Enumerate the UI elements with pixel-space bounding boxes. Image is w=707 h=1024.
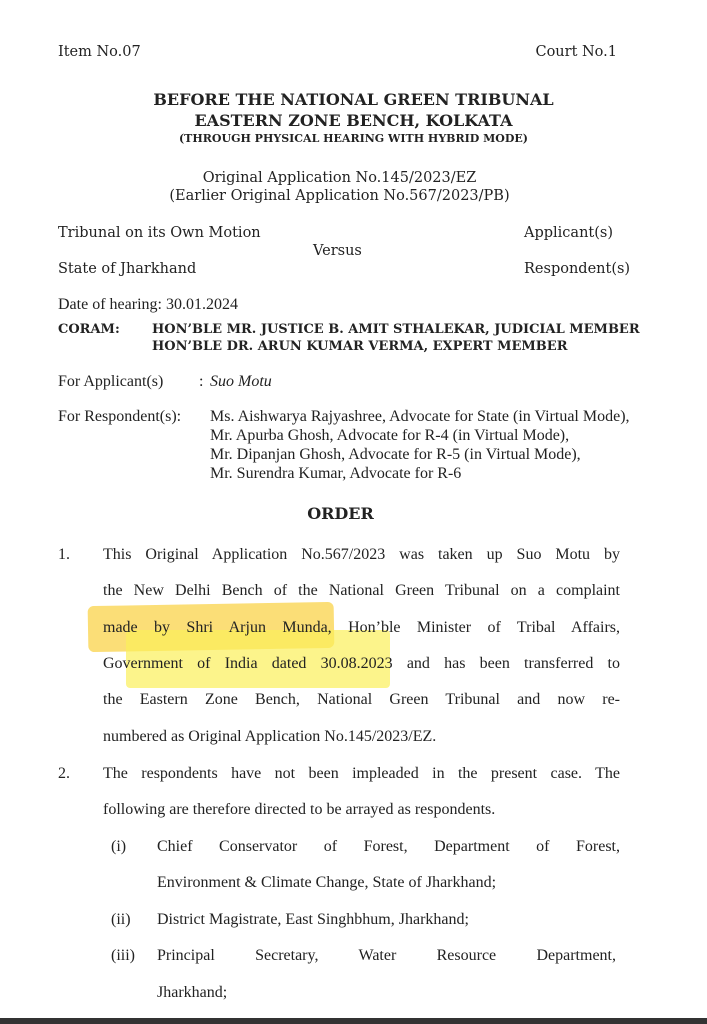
for-respondent-label: For Respondent(s): — [58, 408, 182, 425]
hearing-date: Date of hearing: 30.01.2024 — [58, 296, 238, 313]
for-applicant-value: Suo Motu — [210, 373, 272, 390]
coram-label: CORAM: — [58, 322, 120, 337]
coram-member: HON’BLE MR. JUSTICE B. AMIT STHALEKAR, JUDICIAL MEMBER — [152, 322, 640, 337]
for-applicant-label: For Applicant(s) — [58, 373, 164, 390]
paragraph-line: Government of India dated 30.08.2023 and has been transferred to — [103, 655, 620, 672]
list-number: (ii) — [111, 911, 131, 928]
paragraph-line: made by Shri Arjun Munda, Hon’ble Minister of Tribal Affairs, — [103, 619, 620, 636]
item-number: Item No.07 — [58, 44, 141, 60]
bottom-edge — [0, 1018, 707, 1024]
paragraph-line: numbered as Original Application No.145/2023/EZ. — [103, 728, 437, 745]
title-line-2: EASTERN ZONE BENCH, KOLKATA — [194, 111, 513, 130]
respondent-advocate: Ms. Aishwarya Rajyashree, Advocate for State (in Virtual Mode), — [210, 408, 630, 425]
respondent-advocate: Mr. Dipanjan Ghosh, Advocate for R-5 (in Virtual Mode), — [210, 446, 581, 463]
title-line-1: BEFORE THE NATIONAL GREEN TRIBUNAL — [153, 90, 554, 109]
court-number: Court No.1 — [535, 44, 617, 60]
versus: Versus — [313, 243, 362, 259]
respondent-advocate: Mr. Apurba Ghosh, Advocate for R-4 (in Virtual Mode), — [210, 427, 570, 444]
applicant-role: Applicant(s) — [524, 225, 613, 241]
list-line: Principal Secretary, Water Resource Department, — [157, 947, 616, 964]
respondent-name: State of Jharkhand — [58, 261, 197, 277]
for-applicant-colon: : — [199, 373, 204, 390]
paragraph-line: the Eastern Zone Bench, National Green Tribunal and now re- — [103, 691, 620, 708]
list-line: Jharkhand; — [157, 984, 228, 1001]
list-line: District Magistrate, East Singhbhum, Jharkhand; — [157, 911, 469, 928]
paragraph-number: 1. — [58, 546, 70, 563]
list-number: (iii) — [111, 947, 135, 964]
paragraph-line: the New Delhi Bench of the National Green Tribunal on a complaint — [103, 582, 620, 599]
paragraph-line: This Original Application No.567/2023 was taken up Suo Motu by — [103, 546, 620, 563]
coram-member: HON’BLE DR. ARUN KUMAR VERMA, EXPERT MEMBER — [152, 339, 568, 354]
order-heading: ORDER — [307, 504, 374, 523]
respondent-role: Respondent(s) — [524, 261, 631, 277]
application-number: Original Application No.145/2023/EZ — [202, 170, 477, 186]
respondent-advocate: Mr. Surendra Kumar, Advocate for R-6 — [210, 465, 462, 482]
list-line: Chief Conservator of Forest, Department of Forest, — [157, 838, 620, 855]
earlier-application-number: (Earlier Original Application No.567/2023/PB) — [169, 188, 510, 204]
title-line-3: (THROUGH PHYSICAL HEARING WITH HYBRID MODE) — [178, 132, 529, 145]
paragraph-number: 2. — [58, 765, 70, 782]
list-number: (i) — [111, 838, 127, 855]
paragraph-line: following are therefore directed to be arrayed as respondents. — [103, 801, 496, 818]
list-line: Environment & Climate Change, State of Jharkhand; — [157, 874, 497, 891]
paragraph-line: The respondents have not been impleaded in the present case. The — [103, 765, 620, 782]
applicant-name: Tribunal on its Own Motion — [58, 225, 261, 241]
